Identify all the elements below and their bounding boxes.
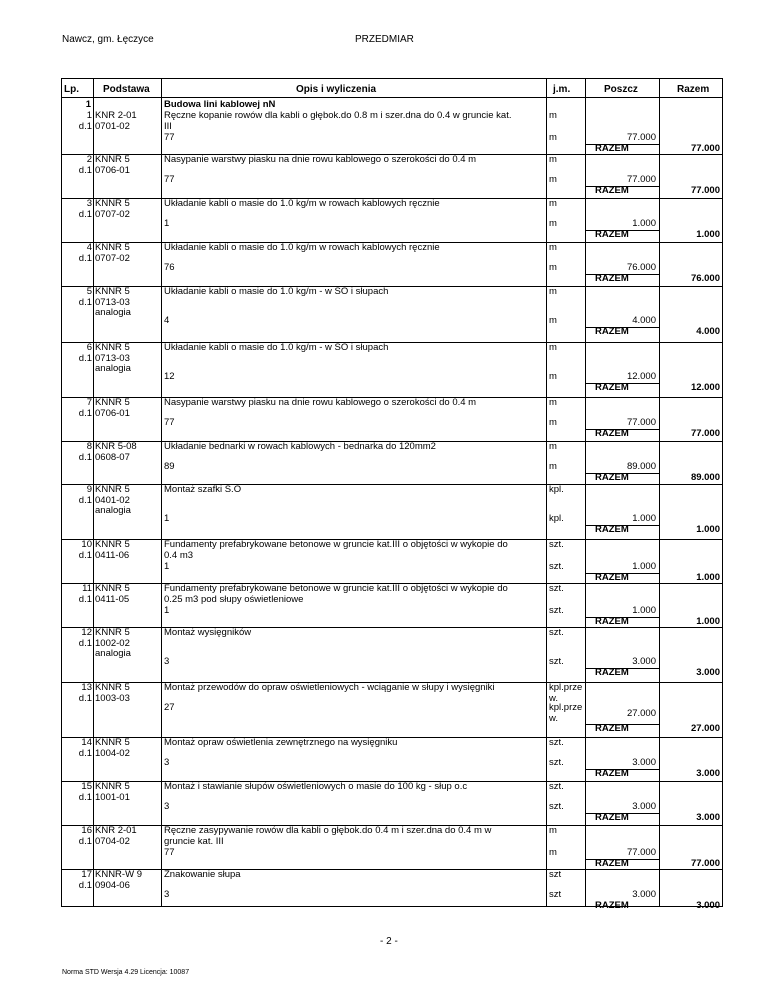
row-divider: [586, 230, 659, 231]
item-total: 27.000: [690, 723, 720, 734]
item-code-line: KNNR 5: [95, 397, 130, 408]
item-total: 89.000: [690, 471, 720, 483]
razem-label: RAZEM: [595, 899, 629, 911]
item-description-line: Montaż i stawianie słupów oświetleniowych o masie do 100 kg - słup o.c: [164, 781, 468, 792]
item-d-number: d.1: [78, 747, 92, 759]
row-divider: [61, 627, 723, 628]
item-calculation: 76: [164, 262, 175, 273]
item-d-number: d.1: [78, 593, 92, 605]
item-unit: m: [549, 242, 557, 253]
item-unit: szt.: [549, 627, 564, 638]
item-calc-unit: m: [549, 315, 557, 326]
razem-label: RAZEM: [595, 811, 629, 823]
razem-label: RAZEM: [595, 767, 629, 779]
item-description-line: III: [164, 120, 172, 132]
item-description-line: gruncie kat. III: [164, 835, 224, 847]
item-description-line: Układanie kabli o masie do 1.0 kg/m w rowach kablowych ręcznie: [164, 242, 440, 253]
item-calc-unit: w.: [549, 712, 558, 724]
item-quantity: 12.000: [626, 371, 656, 382]
item-unit: m: [549, 342, 557, 353]
item-description-line: Montaż opraw oświetlenia zewnętrznego na wysięgniku: [164, 737, 398, 748]
item-calc-unit: m: [549, 218, 557, 229]
item-code-line: KNNR 5: [95, 627, 130, 638]
row-divider: [61, 869, 723, 870]
item-total: 1.000: [696, 571, 720, 583]
item-calc-unit: kpl.: [549, 513, 564, 524]
item-quantity: 77.000: [626, 417, 656, 428]
item-description-line: 0.25 m3 pod słupy oświetleniowe: [164, 593, 304, 605]
row-divider: [586, 383, 659, 384]
item-code-line: 0706-01: [95, 164, 130, 176]
item-unit: m: [549, 154, 557, 165]
row-divider: [586, 724, 659, 725]
item-code-line: KNNR 5: [95, 539, 130, 550]
item-code-line: KNNR 5: [95, 682, 130, 693]
item-number: 9: [86, 484, 92, 495]
item-calculation: 89: [164, 461, 175, 472]
item-description-line: Ręczne kopanie rowów dla kabli o głębok.do 0.8 m i szer.dna do 0.4 w gruncie kat.: [164, 110, 512, 121]
item-code-line: 0707-02: [95, 208, 130, 220]
item-description-line: Montaż wysięgników: [164, 627, 252, 638]
item-total: 1.000: [696, 615, 720, 627]
razem-label: RAZEM: [595, 272, 629, 284]
item-code-line: 0704-02: [95, 835, 130, 847]
item-code-line: 0701-02: [95, 120, 130, 132]
page-number: - 2 -: [380, 936, 398, 947]
item-description-line: Układanie bednarki w rowach kablowych - bednarka do 120mm2: [164, 441, 436, 452]
item-d-number: d.1: [78, 549, 92, 561]
item-description-line: Montaż przewodów do opraw oświetleniowych - wciąganie w słupy i wysięgniki: [164, 682, 495, 693]
item-total: 77.000: [690, 142, 720, 154]
item-number: 4: [86, 242, 92, 253]
item-calculation: 1: [164, 605, 170, 616]
item-number: 1: [86, 110, 92, 121]
item-quantity: 3.000: [632, 757, 656, 768]
item-number: 11: [82, 583, 92, 594]
item-quantity: 1.000: [632, 605, 656, 616]
item-unit: szt.: [549, 737, 564, 748]
item-unit: m: [549, 825, 557, 836]
item-calc-unit: m: [549, 262, 557, 273]
item-calc-unit: szt.: [549, 757, 564, 768]
item-calculation: 77: [164, 847, 175, 858]
item-description-line: Ręczne zasypywanie rowów dla kabli o głębok.do 0.4 m i szer.dna do 0.4 m w: [164, 825, 492, 836]
item-unit: kpl.: [549, 484, 564, 495]
item-code-line: 0411-06: [95, 549, 130, 561]
item-calculation: 3: [164, 757, 170, 768]
row-divider: [586, 525, 659, 526]
item-unit: szt.: [549, 583, 564, 594]
item-code-line: analogia: [95, 363, 131, 374]
item-calculation: 77: [164, 174, 175, 185]
item-code-line: 1004-02: [95, 747, 130, 759]
item-code-line: KNNR 5: [95, 242, 130, 253]
item-d-number: d.1: [78, 494, 92, 506]
item-unit: m: [549, 397, 557, 408]
item-calc-unit: szt.: [549, 656, 564, 667]
row-divider: [61, 484, 723, 485]
row-divider: [586, 473, 659, 474]
item-code-line: KNR 2-01: [95, 110, 137, 121]
section-number: 1: [85, 99, 91, 110]
item-d-number: d.1: [78, 252, 92, 264]
razem-label: RAZEM: [595, 142, 629, 154]
item-unit-cont: w.: [549, 692, 558, 704]
item-quantity: 27.000: [626, 708, 656, 719]
razem-label: RAZEM: [595, 325, 629, 337]
row-divider: [586, 186, 659, 187]
item-total: 3.000: [696, 899, 720, 911]
item-code-line: 0401-02: [95, 494, 130, 506]
item-code-line: 0706-01: [95, 407, 130, 419]
razem-label: RAZEM: [595, 381, 629, 393]
item-calculation: 12: [164, 371, 175, 382]
item-quantity: 3.000: [632, 656, 656, 667]
item-calc-unit: szt.: [549, 605, 564, 616]
item-d-number: d.1: [78, 296, 92, 308]
item-unit: m: [549, 110, 557, 121]
item-code-line: KNNR 5: [95, 484, 130, 495]
razem-label: RAZEM: [595, 857, 629, 869]
item-quantity: 1.000: [632, 513, 656, 524]
item-unit: m: [549, 198, 557, 209]
item-quantity: 3.000: [632, 889, 656, 900]
item-unit: szt.: [549, 539, 564, 550]
item-calculation: 3: [164, 656, 170, 667]
item-number: 13: [81, 682, 92, 693]
item-code-line: KNR 5-08: [95, 441, 137, 452]
item-total: 1.000: [696, 228, 720, 240]
row-divider: [61, 286, 723, 287]
item-quantity: 1.000: [632, 561, 656, 572]
item-quantity: 4.000: [632, 315, 656, 326]
item-calc-unit: m: [549, 417, 557, 428]
item-d-number: d.1: [78, 120, 92, 132]
item-total: 4.000: [696, 325, 720, 337]
razem-label: RAZEM: [595, 427, 629, 439]
item-calculation: 3: [164, 889, 170, 900]
item-d-number: d.1: [78, 637, 92, 649]
row-divider: [586, 769, 659, 770]
item-code-line: 0707-02: [95, 252, 130, 264]
item-number: 7: [86, 397, 92, 408]
item-code-line: KNNR 5: [95, 781, 130, 792]
item-d-number: d.1: [78, 164, 92, 176]
item-d-number: d.1: [78, 208, 92, 220]
footer-license: Norma STD Wersja 4.29 Licencja: 10087: [62, 969, 190, 976]
item-code-line: 0608-07: [95, 451, 130, 463]
item-code-line: 1003-03: [95, 692, 130, 704]
row-divider: [586, 573, 659, 574]
item-quantity: 3.000: [632, 801, 656, 812]
item-total: 77.000: [690, 184, 720, 196]
item-unit: m: [549, 441, 557, 452]
item-code-line: 0713-03: [95, 352, 130, 364]
item-number: 3: [86, 198, 92, 209]
item-calc-unit: m: [549, 461, 557, 472]
item-number: 2: [86, 154, 92, 165]
item-code-line: KNNR 5: [95, 583, 130, 594]
item-code-line: analogia: [95, 648, 131, 659]
item-d-number: d.1: [78, 791, 92, 803]
item-total: 77.000: [690, 857, 720, 869]
item-total: 1.000: [696, 523, 720, 535]
razem-label: RAZEM: [595, 615, 629, 627]
item-code-line: 0411-05: [95, 593, 130, 605]
item-description-line: Układanie kabli o masie do 1.0 kg/m w rowach kablowych ręcznie: [164, 198, 440, 209]
item-d-number: d.1: [78, 451, 92, 463]
item-total: 3.000: [696, 767, 720, 779]
item-total: 3.000: [696, 666, 720, 678]
item-total: 12.000: [690, 381, 720, 393]
item-d-number: d.1: [78, 879, 92, 891]
item-d-number: d.1: [78, 692, 92, 704]
razem-label: RAZEM: [595, 723, 629, 734]
col-poszcz: Poszcz: [604, 84, 638, 95]
item-unit: m: [549, 286, 557, 297]
item-calc-unit: kpl.prze: [549, 702, 583, 713]
row-divider: [586, 274, 659, 275]
razem-label: RAZEM: [595, 571, 629, 583]
item-unit: szt: [549, 869, 562, 880]
row-divider: [61, 342, 723, 343]
item-calculation: 1: [164, 513, 170, 524]
item-description-line: Układanie kabli o masie do 1.0 kg/m - w SO i słupach: [164, 342, 389, 353]
col-lp: Lp.: [64, 84, 79, 95]
item-code-line: 1002-02: [95, 637, 130, 649]
item-code-line: KNNR 5: [95, 154, 130, 165]
item-description-line: Nasypanie warstwy piasku na dnie rowu kablowego o szerokości do 0.4 m: [164, 154, 477, 165]
item-number: 8: [86, 441, 92, 452]
item-description-line: Układanie kabli o masie do 1.0 kg/m - w SO i słupach: [164, 286, 389, 297]
item-description-line: Fundamenty prefabrykowane betonowe w gruncie kat.III o objętości w wykopie do: [164, 583, 508, 594]
item-code-line: KNNR 5: [95, 198, 130, 209]
item-calculation: 77: [164, 417, 175, 428]
document-title: PRZEDMIAR: [355, 34, 414, 45]
section-title: Budowa lini kablowej nN: [164, 99, 276, 110]
item-code-line: analogia: [95, 505, 131, 516]
row-divider: [586, 859, 659, 860]
item-number: 17: [81, 869, 92, 880]
row-divider: [586, 327, 659, 328]
item-description-line: Montaż szafki S.O: [164, 484, 242, 495]
row-divider: [586, 617, 659, 618]
item-description-line: Fundamenty prefabrykowane betonowe w gruncie kat.III o objętości w wykopie do: [164, 539, 508, 550]
item-description-line: Nasypanie warstwy piasku na dnie rowu kablowego o szerokości do 0.4 m: [164, 397, 477, 408]
item-code-line: 0713-03: [95, 296, 130, 308]
razem-label: RAZEM: [595, 471, 629, 483]
col-razem: Razem: [677, 84, 710, 95]
item-d-number: d.1: [78, 407, 92, 419]
item-code-line: KNNR 5: [95, 737, 130, 748]
item-total: 3.000: [696, 811, 720, 823]
razem-label: RAZEM: [595, 666, 629, 678]
item-d-number: d.1: [78, 352, 92, 364]
item-calculation: 1: [164, 561, 170, 572]
item-unit: kpl.prze: [549, 682, 583, 693]
row-divider: [586, 813, 659, 814]
item-calc-unit: m: [549, 132, 557, 143]
item-quantity: 77.000: [626, 132, 656, 143]
item-code-line: analogia: [95, 307, 131, 318]
item-description-line: Znakowanie słupa: [164, 869, 241, 880]
item-number: 12: [81, 627, 92, 638]
item-calculation: 27: [164, 702, 175, 713]
item-code-line: KNNR 5: [95, 342, 130, 353]
item-number: 5: [86, 286, 92, 297]
item-calculation: 1: [164, 218, 170, 229]
item-description-line: 0.4 m3: [164, 549, 194, 561]
item-calculation: 77: [164, 132, 175, 143]
row-divider: [586, 144, 659, 145]
item-quantity: 77.000: [626, 847, 656, 858]
item-code-line: 0904-06: [95, 879, 130, 891]
item-code-line: KNNR-W 9: [95, 869, 142, 880]
item-number: 10: [81, 539, 92, 550]
item-total: 76.000: [690, 272, 720, 284]
item-unit: szt.: [549, 781, 564, 792]
item-code-line: KNNR 5: [95, 286, 130, 297]
item-total: 77.000: [690, 427, 720, 439]
col-opis: Opis i wyliczenia: [296, 84, 377, 95]
razem-label: RAZEM: [595, 523, 629, 535]
item-quantity: 77.000: [626, 174, 656, 185]
item-number: 16: [81, 825, 92, 836]
item-calculation: 4: [164, 315, 170, 326]
razem-label: RAZEM: [595, 228, 629, 240]
item-quantity: 89.000: [626, 461, 656, 472]
item-number: 6: [86, 342, 92, 353]
item-calc-unit: szt.: [549, 561, 564, 572]
row-divider: [586, 429, 659, 430]
item-number: 15: [81, 781, 92, 792]
razem-label: RAZEM: [595, 184, 629, 196]
item-calc-unit: szt.: [549, 801, 564, 812]
item-calc-unit: szt: [549, 889, 562, 900]
item-calc-unit: m: [549, 371, 557, 382]
col-jm: j.m.: [553, 84, 571, 95]
col-podstawa: Podstawa: [103, 84, 150, 95]
item-number: 14: [81, 737, 92, 748]
item-calculation: 3: [164, 801, 170, 812]
item-calc-unit: m: [549, 847, 557, 858]
row-divider: [586, 668, 659, 669]
item-calc-unit: m: [549, 174, 557, 185]
item-quantity: 76.000: [626, 262, 656, 273]
item-code-line: KNR 2-01: [95, 825, 137, 836]
item-d-number: d.1: [78, 835, 92, 847]
item-code-line: 1001-01: [95, 791, 130, 803]
item-quantity: 1.000: [632, 218, 656, 229]
document-location: Nawcz, gm. Łęczyce: [62, 34, 154, 45]
